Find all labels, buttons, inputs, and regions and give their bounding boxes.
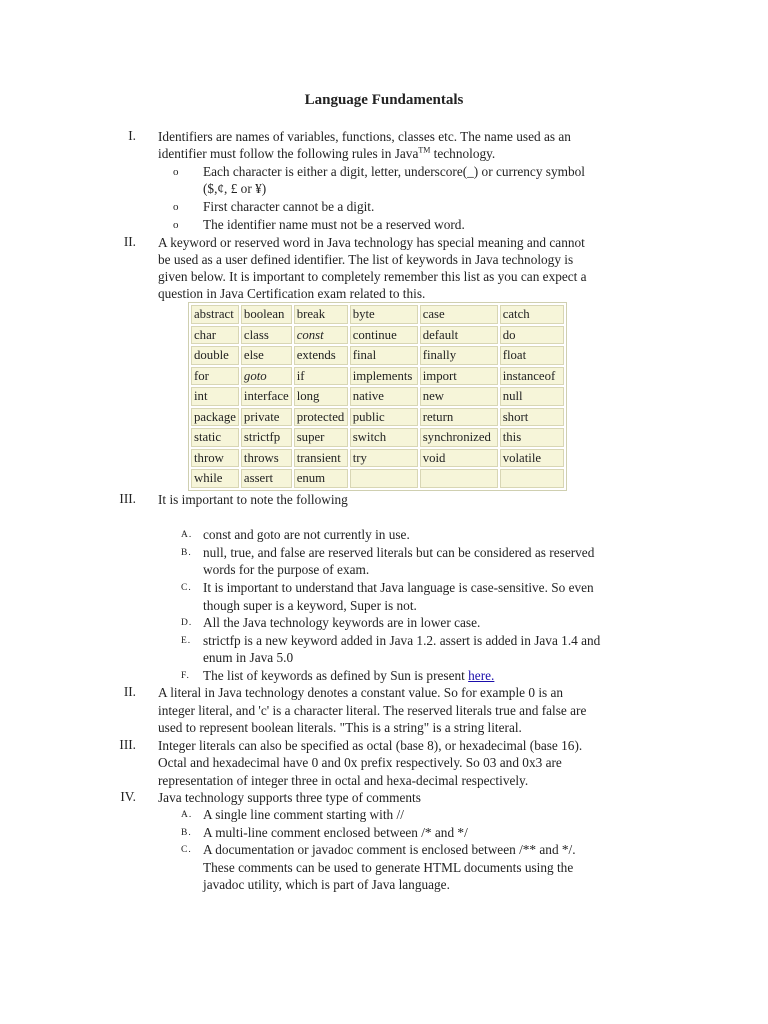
list-letter: C.	[181, 583, 192, 593]
list-item-text: const and goto are not currently in use.	[203, 527, 410, 542]
keyword-cell: new	[420, 387, 498, 406]
paragraph-line: Identifiers are names of variables, functions, classes etc. The name used as an	[158, 129, 571, 144]
keyword-cell: double	[191, 346, 239, 365]
keyword-row	[191, 428, 564, 447]
keywords-table	[188, 302, 567, 491]
paragraph-line: A keyword or reserved word in Java technology has special meaning and cannot	[158, 235, 585, 250]
bullet-text: Each character is either a digit, letter, underscore(_) or currency symbol	[203, 164, 585, 179]
paragraph-line: A literal in Java technology denotes a constant value. So for example 0 is an	[158, 685, 564, 700]
keyword-row	[191, 346, 564, 365]
list-letter: A.	[181, 530, 193, 540]
paragraph-line: integer literal, and 'c' is a character literal. The reserved literals true and false are	[158, 703, 587, 718]
keyword-row	[191, 305, 564, 324]
here-link[interactable]: here.	[468, 668, 495, 683]
keyword-cell: abstract	[191, 305, 239, 324]
bullet-text: The identifier name must not be a reserved word.	[203, 217, 465, 232]
paragraph-line: Java technology supports three type of comments	[158, 790, 421, 805]
keyword-row	[191, 326, 564, 345]
keyword-cell: final	[350, 346, 418, 365]
list-item-text: All the Java technology keywords are in lower case.	[203, 615, 481, 630]
list-letter: D.	[181, 618, 193, 628]
section-number: III.	[119, 491, 136, 506]
list-item-text: A documentation or javadoc comment is enclosed between /** and */.	[203, 842, 576, 857]
keyword-cell: catch	[500, 305, 564, 324]
section-number: IV.	[120, 789, 136, 804]
keyword-cell: native	[350, 387, 418, 406]
keyword-cell	[500, 469, 564, 488]
list-item-text: These comments can be used to generate HTML documents using the	[203, 860, 574, 875]
keyword-cell: volatile	[500, 449, 564, 468]
keyword-cell: throw	[191, 449, 239, 468]
list-letter: B.	[181, 828, 192, 838]
keyword-cell: implements	[350, 367, 418, 386]
keyword-cell	[420, 469, 498, 488]
list-letter: A.	[181, 810, 193, 820]
keyword-cell: package	[191, 408, 239, 427]
keyword-cell: enum	[294, 469, 348, 488]
paragraph-line: given below. It is important to completely remember this list as you can expect a	[158, 269, 587, 284]
keyword-cell: try	[350, 449, 418, 468]
list-item-text: A single line comment starting with //	[203, 807, 404, 822]
keyword-cell: throws	[241, 449, 292, 468]
keyword-cell	[350, 469, 418, 488]
list-item-text: null, true, and false are reserved literals but can be considered as reserved	[203, 545, 595, 560]
keyword-cell: protected	[294, 408, 348, 427]
paragraph-line: be used as a user defined identifier. The list of keywords in Java technology is	[158, 252, 574, 267]
list-item-text: It is important to understand that Java language is case-sensitive. So even	[203, 580, 594, 595]
keyword-cell: continue	[350, 326, 418, 345]
keyword-cell: import	[420, 367, 498, 386]
keyword-cell: byte	[350, 305, 418, 324]
keyword-cell: const	[294, 326, 348, 345]
keyword-cell: goto	[241, 367, 292, 386]
keyword-cell: null	[500, 387, 564, 406]
bullet-marker: o	[173, 201, 179, 213]
paragraph-line: It is important to note the following	[158, 492, 348, 507]
keyword-cell: while	[191, 469, 239, 488]
keyword-cell: long	[294, 387, 348, 406]
keyword-cell: synchronized	[420, 428, 498, 447]
list-item-text: strictfp is a new keyword added in Java 1.2. assert is added in Java 1.4 and	[203, 633, 601, 648]
keyword-cell: super	[294, 428, 348, 447]
keyword-cell: return	[420, 408, 498, 427]
keyword-cell: break	[294, 305, 348, 324]
keyword-row	[191, 449, 564, 468]
list-item-text: The list of keywords as defined by Sun is present here.	[203, 668, 495, 683]
keyword-cell: strictfp	[241, 428, 292, 447]
list-letter: B.	[181, 548, 192, 558]
list-letter: F.	[181, 671, 190, 681]
list-letter: E.	[181, 636, 192, 646]
paragraph-line: Octal and hexadecimal have 0 and 0x prefix respectively. So 03 and 0x3 are	[158, 755, 562, 770]
keyword-cell: do	[500, 326, 564, 345]
keyword-cell: else	[241, 346, 292, 365]
list-item-text: words for the purpose of exam.	[203, 562, 370, 577]
keyword-row	[191, 408, 564, 427]
list-item-text: A multi-line comment enclosed between /* and */	[203, 825, 468, 840]
keyword-cell: instanceof	[500, 367, 564, 386]
list-item-text: javadoc utility, which is part of Java language.	[203, 877, 450, 892]
paragraph-line: question in Java Certification exam related to this.	[158, 286, 426, 301]
keyword-cell: public	[350, 408, 418, 427]
list-item-text: enum in Java 5.0	[203, 650, 294, 665]
keyword-row	[191, 469, 564, 488]
paragraph-line: representation of integer three in octal and hexa-decimal respectively.	[158, 773, 529, 788]
keyword-cell: this	[500, 428, 564, 447]
list-item-text: though super is a keyword, Super is not.	[203, 598, 417, 613]
keyword-cell: int	[191, 387, 239, 406]
keyword-cell: finally	[420, 346, 498, 365]
keyword-cell: assert	[241, 469, 292, 488]
section-number: I.	[128, 128, 136, 143]
keyword-cell: transient	[294, 449, 348, 468]
keyword-cell: switch	[350, 428, 418, 447]
keyword-cell: float	[500, 346, 564, 365]
bullet-marker: o	[173, 219, 179, 231]
list-letter: C.	[181, 845, 192, 855]
keyword-cell: interface	[241, 387, 292, 406]
keyword-cell: char	[191, 326, 239, 345]
keyword-cell: if	[294, 367, 348, 386]
page-title: Language Fundamentals	[304, 92, 464, 108]
keyword-cell: for	[191, 367, 239, 386]
keyword-row	[191, 387, 564, 406]
paragraph-line: used to represent boolean literals. "This is a string" is a string literal.	[158, 720, 522, 735]
bullet-marker: o	[173, 166, 179, 178]
keyword-cell: case	[420, 305, 498, 324]
keyword-cell: default	[420, 326, 498, 345]
keyword-cell: class	[241, 326, 292, 345]
bullet-text: ($,¢, £ or ¥)	[203, 181, 267, 196]
keyword-cell: private	[241, 408, 292, 427]
paragraph-line: Integer literals can also be specified as octal (base 8), or hexadecimal (base 16).	[158, 738, 583, 753]
section-number: II.	[123, 684, 136, 699]
keyword-cell: boolean	[241, 305, 292, 324]
keyword-cell: static	[191, 428, 239, 447]
keyword-cell: extends	[294, 346, 348, 365]
keyword-row	[191, 367, 564, 386]
bullet-text: First character cannot be a digit.	[203, 199, 375, 214]
section-number: II.	[123, 234, 136, 249]
section-number: III.	[119, 737, 136, 752]
keyword-cell: short	[500, 408, 564, 427]
keyword-cell: void	[420, 449, 498, 468]
paragraph-line: identifier must follow the following rules in Java™ technology.	[158, 145, 496, 161]
